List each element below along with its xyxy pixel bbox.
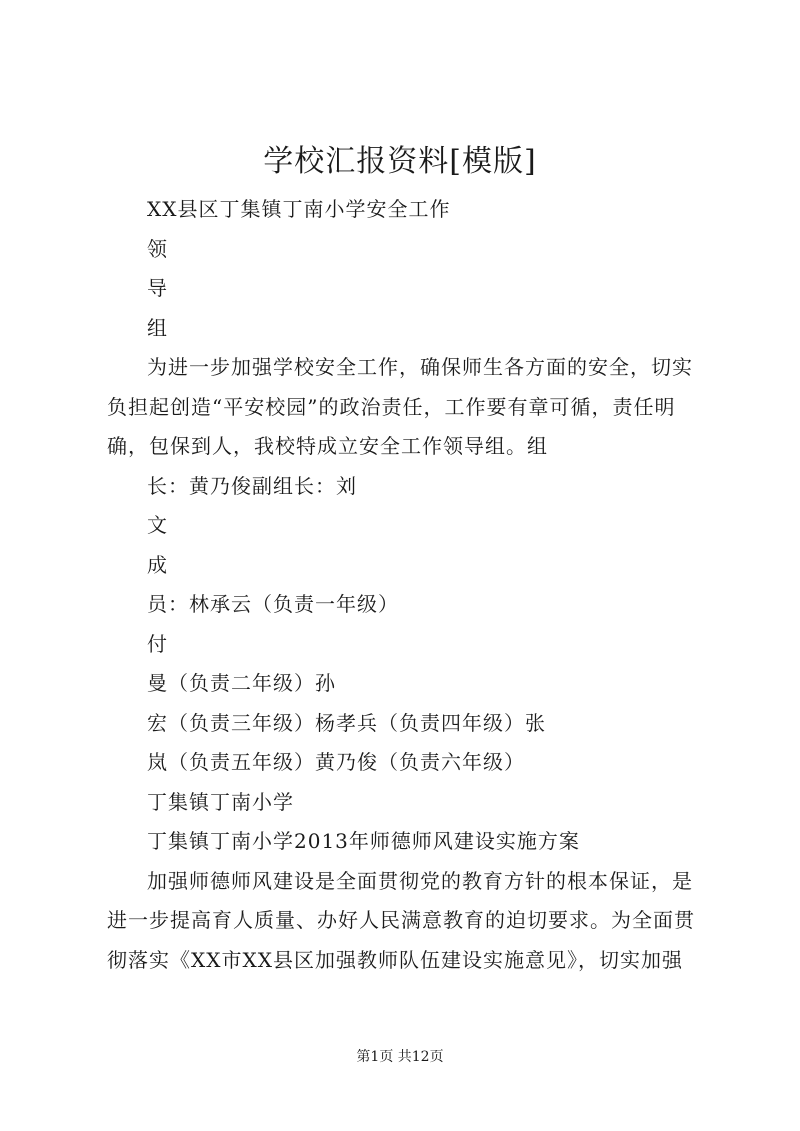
paragraph: XX县区丁集镇丁南小学安全工作: [147, 197, 451, 221]
document-title: 学校汇报资料[模版]: [263, 144, 537, 179]
paragraph: 丁集镇丁南小学2013年师德师风建设实施方案: [147, 829, 580, 853]
paragraph: 岚（负责五年级）黄乃俊（负责六年级）: [147, 750, 525, 774]
page-footer: 第1页 共12页: [356, 1049, 444, 1065]
paragraph: 丁集镇丁南小学: [147, 789, 294, 814]
paragraph: 为进一步加强学校安全工作，确保师生各方面的安全，切实负担起创造“平安校园”的政治责任，工作要有章可循，责任明确，包保到人，我校特成立安全工作领导组。组: [107, 355, 693, 458]
paragraph: 宏（负责三年级）杨孝兵（负责四年级）张: [147, 710, 546, 735]
paragraph: 付: [147, 631, 168, 656]
paragraph: 领: [147, 236, 168, 261]
paragraph: 组: [147, 315, 168, 340]
paragraph: 文: [147, 513, 168, 537]
paragraph: 长：黄乃俊副组长：刘: [147, 473, 357, 498]
paragraph: 员：林承云（负责一年级）: [147, 592, 399, 616]
paragraph: 曼（负责二年级）孙: [147, 671, 336, 695]
document-body: [107, 190, 699, 980]
paragraph: 导: [147, 276, 168, 300]
paragraph: 加强师德师风建设是全面贯彻党的教育方针的根本保证，是进一步提高育人质量、办好人民满意教育的迫切要求。为全面贯彻落实《XX市XX县区加强教师队伍建设实施意见》，切实加强: [107, 868, 695, 972]
paragraph: 成: [147, 552, 168, 577]
